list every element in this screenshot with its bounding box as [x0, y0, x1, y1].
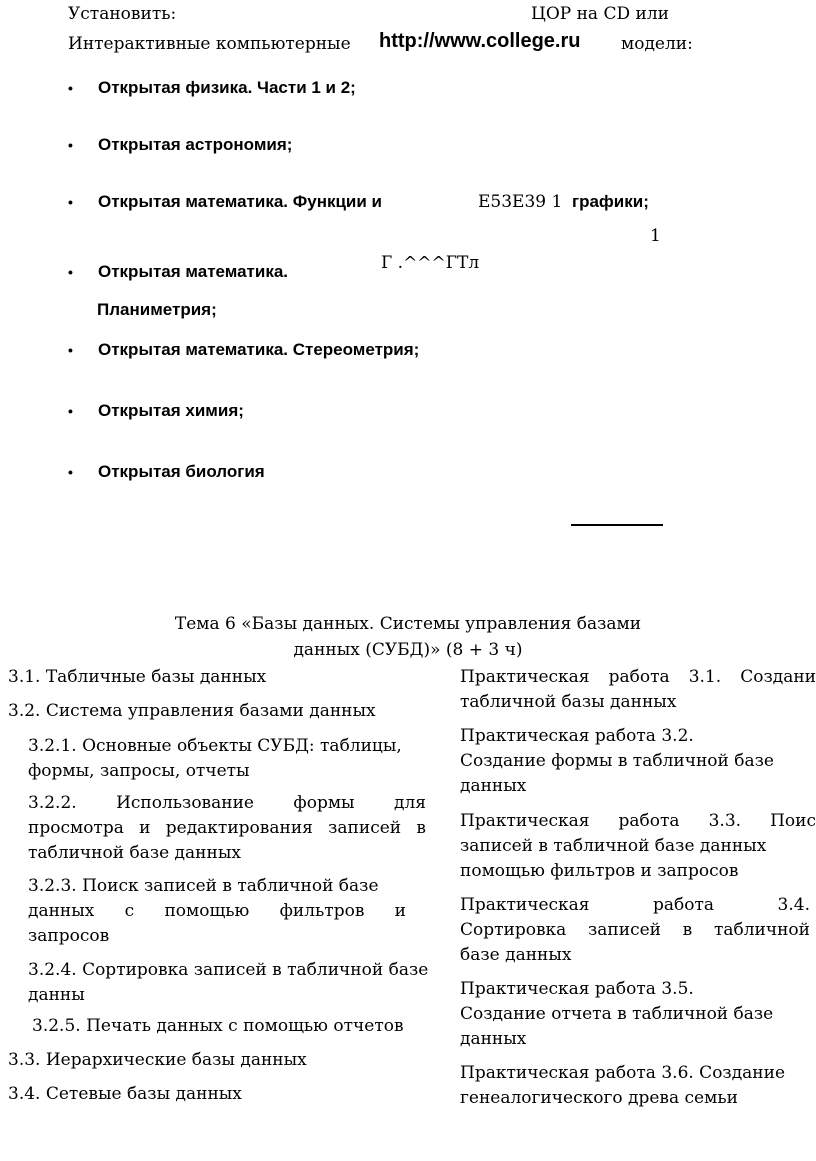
lesson-item: 3.2. Система управления базами данных	[8, 701, 376, 721]
practical-work-item: Практическая работа 3.3. Поис записей в табличной базе данных помощью фильтров и запросов	[460, 811, 816, 881]
course-item: Открытая биология	[98, 462, 265, 481]
install-label: Установить:	[68, 4, 177, 24]
ocr-one-text: 1	[650, 226, 661, 246]
course-item-continuation: Планиметрия;	[97, 300, 217, 319]
bullet-icon: •	[68, 264, 73, 280]
bullet-icon: •	[68, 194, 73, 210]
practical-work-item: Практическая работа 3.4. Сортировка записей в табличной базе данных	[460, 895, 810, 965]
lesson-item: 3.3. Иерархические базы данных	[8, 1050, 307, 1070]
ocr-glyphs-text: Г .^^^ГТл	[381, 253, 480, 273]
lesson-item: 3.2.3. Поиск записей в табличной базе данных с помощью фильтров и запросов	[28, 876, 406, 946]
college-url-link[interactable]: http://www.college.ru	[379, 30, 581, 52]
course-item: Открытая химия;	[98, 401, 244, 420]
cor-label: ЦОР на CD или	[531, 4, 669, 24]
bullet-icon: •	[68, 342, 73, 358]
bullet-icon: •	[68, 137, 73, 153]
course-item: Открытая астрономия;	[98, 135, 293, 154]
lesson-item: 3.2.4. Сортировка записей в табличной базе данны	[28, 960, 429, 1005]
lesson-item: 3.2.2. Использование формы для просмотра и редактирования записей в табличной базе данных	[28, 793, 426, 863]
course-item: Открытая физика. Части 1 и 2;	[98, 78, 356, 97]
course-item: Открытая математика. Функции и	[98, 192, 383, 211]
interactive-label: Интерактивные компьютерные	[68, 34, 351, 54]
practical-work-item: Практическая работа 3.6. Создание генеалогического древа семьи	[460, 1063, 786, 1108]
practical-work-item: Практическая работа 3.2. Создание формы в табличной базе данных	[460, 726, 774, 796]
practical-work-item: Практическая работа 3.1. Создани табличной базы данных	[460, 667, 816, 712]
lesson-item: 3.4. Сетевые базы данных	[8, 1084, 242, 1104]
course-item-continuation: графики;	[572, 192, 649, 211]
lesson-item: 3.2.1. Основные объекты СУБД: таблицы, формы, запросы, отчеты	[28, 736, 402, 781]
course-item: Открытая математика.	[98, 262, 289, 281]
practical-work-item: Практическая работа 3.5. Создание отчета в табличной базе данных	[460, 979, 774, 1049]
lesson-item: 3.2.5. Печать данных с помощью отчетов	[32, 1016, 404, 1036]
bullet-icon: •	[68, 80, 73, 96]
bullet-icon: •	[68, 403, 73, 419]
topic-title-line2: данных (СУБД)» (8 + 3 ч)	[293, 640, 523, 660]
ocr-code-text: E53E39 1	[478, 192, 563, 212]
models-label: модели:	[621, 34, 693, 54]
bullet-icon: •	[68, 464, 73, 480]
lesson-item: 3.1. Табличные базы данных	[8, 667, 267, 687]
horizontal-rule	[571, 524, 663, 526]
topic-title-line1: Тема 6 «Базы данных. Системы управления базами	[174, 614, 642, 634]
course-item: Открытая математика. Стереометрия;	[98, 340, 420, 359]
